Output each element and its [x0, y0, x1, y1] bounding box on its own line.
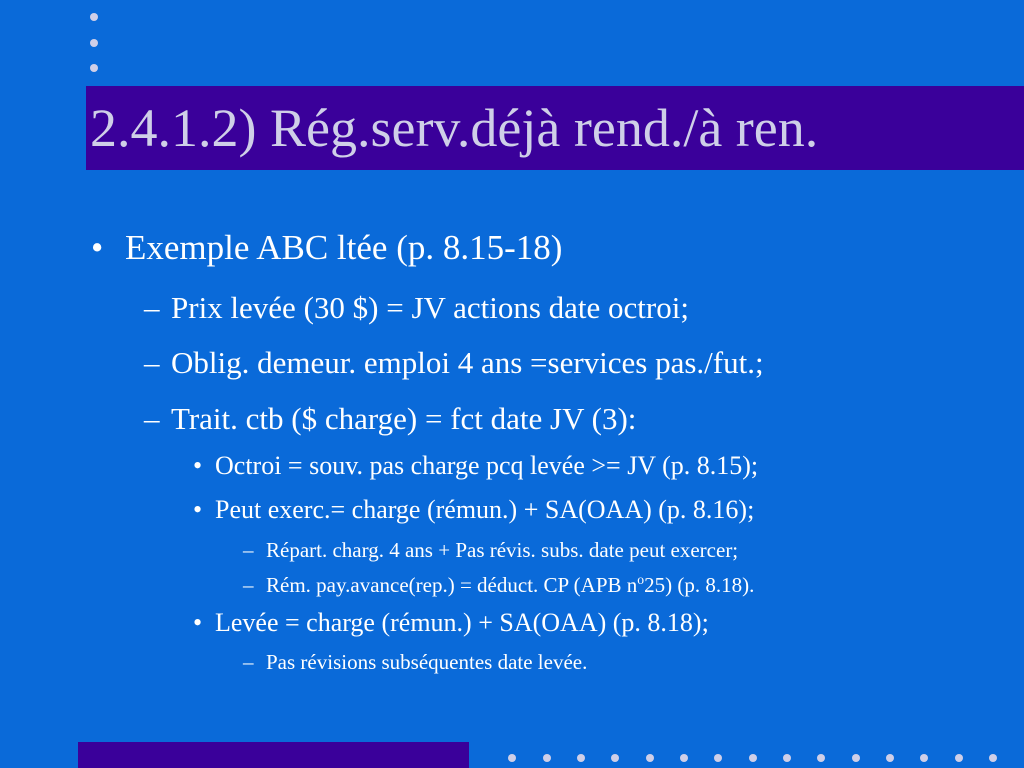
- bullet-marker: •: [91, 228, 104, 267]
- decorative-dot: [646, 754, 654, 762]
- bullet-marker: •: [193, 451, 203, 480]
- sub-item: Oblig. demeur. emploi 4 ans =services pas./fut.;: [171, 345, 764, 380]
- decorative-dot: [955, 754, 963, 762]
- sub-sub-item: Peut exerc.= charge (rémun.) + SA(OAA) (p. 8.16);: [215, 495, 755, 524]
- detail-item: [266, 573, 754, 597]
- detail-text: Rém. pay.avance(rep.) = déduct. CP (APB n: [266, 573, 638, 597]
- dash-marker: –: [243, 650, 254, 674]
- decorative-dot: [577, 754, 585, 762]
- bullet-marker: •: [193, 608, 203, 637]
- dash-marker: –: [144, 345, 160, 380]
- dash-marker: –: [144, 401, 160, 436]
- decorative-dot: [749, 754, 757, 762]
- decorative-dot: [90, 64, 98, 72]
- detail-item: Répart. charg. 4 ans + Pas révis. subs. date peut exercer;: [266, 538, 739, 562]
- footer-bar: [78, 742, 469, 768]
- decorative-dot: [886, 754, 894, 762]
- detail-text: 25) (p. 8.18).: [644, 573, 755, 597]
- decorative-dot: [714, 754, 722, 762]
- sub-sub-item: Levée = charge (rémun.) + SA(OAA) (p. 8.18);: [215, 608, 709, 637]
- detail-item: Pas révisions subséquentes date levée.: [266, 650, 588, 674]
- sub-item: Prix levée (30 $) = JV actions date octroi;: [171, 290, 689, 325]
- decorative-dot: [90, 39, 98, 47]
- decorative-dot: [989, 754, 997, 762]
- dash-marker: –: [243, 573, 254, 597]
- decorative-dot: [920, 754, 928, 762]
- dash-marker: –: [144, 290, 160, 325]
- decorative-dot: [783, 754, 791, 762]
- dash-marker: –: [243, 538, 254, 562]
- bullet-marker: •: [193, 495, 203, 524]
- decorative-dot: [680, 754, 688, 762]
- superscript-o: o: [637, 572, 645, 587]
- sub-sub-item: Octroi = souv. pas charge pcq levée >= JV (p. 8.15);: [215, 451, 759, 480]
- slide-title: 2.4.1.2) Rég.serv.déjà rend./à ren.: [90, 98, 819, 158]
- decorative-dot: [508, 754, 516, 762]
- decorative-dot: [543, 754, 551, 762]
- decorative-dot: [852, 754, 860, 762]
- decorative-dot: [817, 754, 825, 762]
- decorative-dot: [611, 754, 619, 762]
- bullet-item: Exemple ABC ltée (p. 8.15-18): [125, 228, 563, 267]
- sub-item: Trait. ctb ($ charge) = fct date JV (3):: [171, 401, 637, 436]
- decorative-dot: [90, 13, 98, 21]
